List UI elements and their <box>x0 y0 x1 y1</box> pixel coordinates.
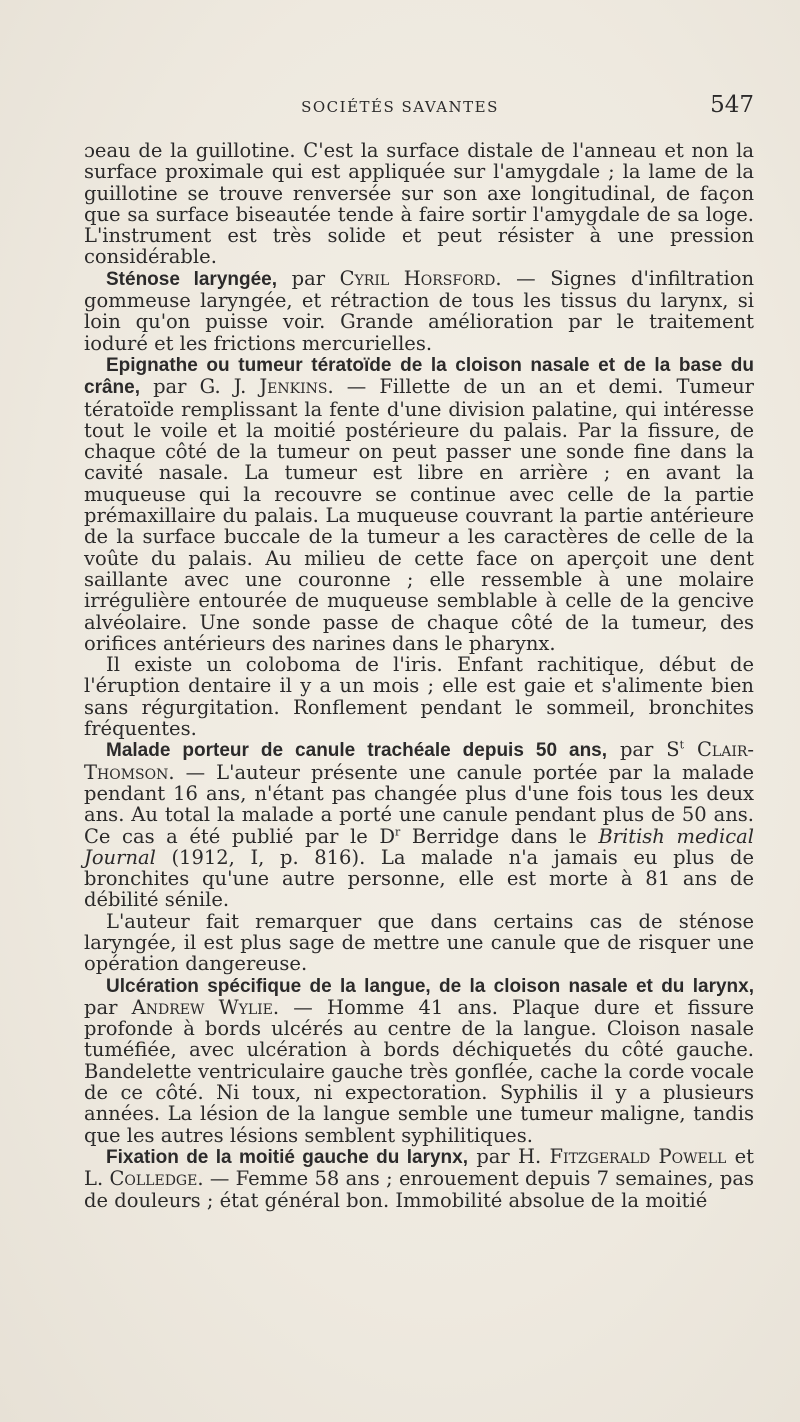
entry-author: Andrew Wylie <box>131 995 273 1019</box>
paragraph-remarque: L'auteur fait remarquer que dans certains cas de sténose laryngée, il est plus sage de mettre une canule que de risquer une opération dangereuse. <box>84 909 754 976</box>
paragraph-continuation: ɔeau de la guillotine. C'est la surface distale de l'anneau et non la surface proximale qui est appliquée sur l'amygdale ; la lame de la guillotine se trouve renversée sur son axe longitudinal, de façon que sa surface biseautée tende à faire sortir l'amygdale de sa loge. L'instrument est très solide et peut résister à une pression considérable. <box>84 139 754 269</box>
entry-canule-tracheale: Malade porteur de canule trachéale depuis 50 ans, par $S^t$ Clair-Thomson. — L'auteur présente une canule portée par la malade pendant 16 ans, n'étant pas changée plus d'une fois tous les deux ans. Au total la malade a porté une canule pendant plus de 50 ans. Ce cas a été publié par le $D^r$ Berridge dans le British medical Journal (1912, I, p. 816). La malade n'a jamais eu plus de bronchites qu'une autre personne, elle est morte à 81 ans de débilité sénile. <box>84 738 754 912</box>
entry-ulceration: Ulcération spécifique de la langue, de la cloison nasale et du larynx, par Andrew Wylie. — Homme 41 ans. Plaque dure et fissure profonde à bords ulcérés au centre de la langue. Cloison nasale tuméfiée, avec ulcération à bords déchiquetés du côté gauche. Bandelette ventriculaire gauche très gonflée, cache la corde vocale de ce côté. Ni toux, ni expectoration. Syphilis il y a plusieurs années. La lésion de la langue semble une tumeur maligne, tandis que les autres lésions semblent syphilitiques. <box>84 975 754 1147</box>
running-head <box>0 92 800 122</box>
body-text <box>84 140 754 1211</box>
entry-heading: Fixation de la moitié gauche du larynx, <box>106 1146 469 1168</box>
entry-heading: Malade porteur de canule trachéale depuis 50 ans, <box>106 740 608 762</box>
entry-author: Jenkins <box>259 375 328 399</box>
running-head-title: SOCIÉTÉS SAVANTES <box>301 98 499 116</box>
journal-title: British medical Journal <box>84 824 754 869</box>
entry-author: Clair-Thomson <box>84 738 754 784</box>
entry-author: Fitzgerald Powell <box>549 1144 727 1168</box>
entry-heading: Sténose laryngée, <box>106 268 278 290</box>
entry-author: Cyril Horsford <box>339 266 496 290</box>
entry-stenose-laryngee: Sténose laryngée, par Cyril Horsford. — Signes d'infiltration gommeuse laryngée, et rétraction de tous les tissus du larynx, si loin qu'on puisse voir. Grande amélioration par le traitement ioduré et les frictions mercurielles. <box>84 266 755 355</box>
entry-fixation-larynx: Fixation de la moitié gauche du larynx, par H. Fitzgerald Powell et L. Colledge. — Femme 58 ans ; enrouement depuis 7 semaines, pas de douleurs ; état général bon. Immobilité absolue de la moitié <box>84 1144 755 1212</box>
entry-heading: Epignathe ou tumeur tératoïde de la cloison nasale et de la base du crâne, <box>84 354 754 399</box>
entry-author: Colledge <box>109 1167 198 1191</box>
page-number: 547 <box>710 92 754 118</box>
entry-heading: Ulcération spécifique de la langue, de la cloison nasale et du larynx, <box>106 975 754 997</box>
entry-epignathe: Epignathe ou tumeur tératoïde de la cloison nasale et de la base du crâne, par G. J. Jenkins. — Fillette de un an et demi. Tumeur tératoïde remplissant la fente d'une division palatine, qui intéresse tout le voile et la moitié postérieure du palais. Par la fissure, de chaque côté de la tumeur on peut passer une sonde fine dans la cavité nasale. La tumeur est libre en arrière ; en avant la muqueuse qui la recouvre se continue avec celle de la partie prémaxillaire du palais. La muqueuse couvrant la partie antérieure de la surface buccale de la tumeur a les caractères de celle de la voûte du palais. Au milieu de cette face on aperçoit une dent saillante avec une couronne ; elle ressemble à une molaire irrégulière entourée de muqueuse semblable à celle de la gencive alvéolaire. Une sonde passe de chaque côté de la tumeur, des orifices antérieurs des narines dans le pharynx. <box>84 354 754 655</box>
paragraph-coloboma: Il existe un coloboma de l'iris. Enfant rachitique, début de l'éruption dentaire il y a un mois ; elle est gaie et s'alimente bien sans régurgitation. Ronflement pendant le sommeil, bronchites fréquentes. <box>84 653 754 741</box>
